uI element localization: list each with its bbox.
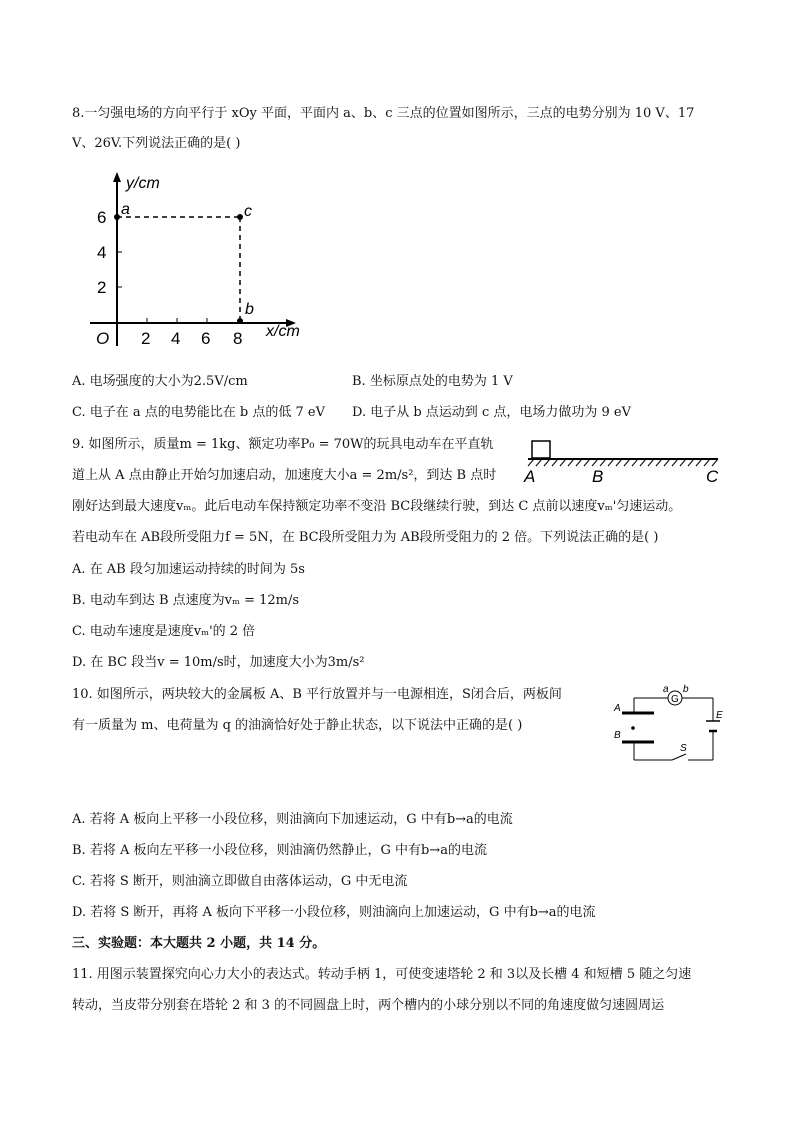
- q11-stem-line2: 转动，当皮带分别套在塔轮 2 和 3 的不同圆盘上时，两个槽内的小球分别以不同的角速度做匀速圆周运: [72, 998, 665, 1013]
- plate-label-b: B: [614, 730, 621, 741]
- q8-option-d: D. 电子从 b 点运动到 c 点，电场力做功为 9 eV: [352, 405, 631, 420]
- plate-label-a: A: [614, 703, 621, 714]
- x-axis-label: x/cm: [266, 323, 300, 340]
- q8-option-a: A. 电场强度的大小为2.5V/cm: [72, 374, 248, 389]
- q10-stem-line1: 10. 如图所示，两块较大的金属板 A、B 平行放置并与一电源相连，S闭合后，两板间: [72, 687, 562, 702]
- galvanometer-label: G: [671, 694, 679, 705]
- track-label-a: A: [524, 467, 536, 486]
- origin-label: O: [96, 329, 110, 348]
- q9-stem-line2: 道上从 A 点由静止开始匀加速启动，加速度大小a = 2m/s²，到达 B 点时: [72, 468, 497, 483]
- q8-stem-line1: 8.一匀强电场的方向平行于 xOy 平面，平面内 a、b、c 三点的位置如图所示，三点的电势分别为 10 V、17: [72, 106, 695, 121]
- q10-option-c: C. 若将 S 断开，则油滴立即做自由落体运动，G 中无电流: [72, 874, 408, 889]
- q10-option-d: D. 若将 S 断开，再将 A 板向下平移一小段位移，则油滴向上加速运动，G 中有b→a的电流: [72, 905, 596, 920]
- x-tick-2: 2: [141, 329, 151, 348]
- q8-stem-line2: V、26V.下列说法正确的是( ): [72, 136, 241, 151]
- circuit-label-b: b: [683, 684, 689, 695]
- point-a-label: a: [121, 201, 130, 218]
- circuit-label-a: a: [663, 684, 669, 695]
- q9-stem-line1: 9. 如图所示，质量m = 1kg、额定功率P₀ = 70W的玩具电动车在平直轨: [72, 437, 494, 452]
- switch-label: S: [680, 743, 687, 754]
- q8-option-c: C. 电子在 a 点的电势能比在 b 点的低 7 eV: [72, 405, 325, 420]
- q9-option-c: C. 电动车速度是速度vₘ'的 2 倍: [72, 624, 256, 639]
- q10-circuit-figure: [610, 680, 725, 765]
- x-tick-8: 8: [233, 329, 243, 348]
- battery-label: E: [716, 710, 723, 721]
- y-tick-2: 2: [97, 278, 107, 297]
- x-tick-6: 6: [201, 329, 211, 348]
- q9-option-d: D. 在 BC 段当v = 10m/s时，加速度大小为3m/s²: [72, 655, 365, 670]
- q10-option-a: A. 若将 A 板向上平移一小段位移，则油滴向下加速运动，G 中有b→a的电流: [72, 812, 513, 827]
- section-3-heading: 三、实验题：本大题共 2 小题，共 14 分。: [72, 936, 326, 951]
- q9-option-a: A. 在 AB 段匀加速运动持续的时间为 5s: [72, 562, 305, 577]
- q10-stem-line2: 有一质量为 m、电荷量为 q 的油滴恰好处于静止状态，以下说法中正确的是( ): [72, 718, 523, 733]
- track-label-b: B: [592, 467, 604, 486]
- q9-track-figure: [520, 436, 725, 488]
- track-label-c: C: [706, 467, 719, 486]
- point-c-label: c: [244, 203, 252, 220]
- q8-option-b: B. 坐标原点处的电势为 1 V: [352, 374, 513, 389]
- q8-coordinate-figure: [82, 168, 312, 358]
- y-tick-4: 4: [97, 243, 107, 262]
- q10-option-b: B. 若将 A 板向左平移一小段位移，则油滴仍然静止，G 中有b→a的电流: [72, 843, 487, 858]
- q9-stem-line3: 刚好达到最大速度vₘ。此后电动车保持额定功率不变沿 BC段继续行驶，到达 C 点前以速度vₘ'匀速运动。: [72, 499, 682, 514]
- q9-stem-line4: 若电动车在 AB段所受阻力f = 5N，在 BC段所受阻力为 AB段所受阻力的 2 倍。下列说法正确的是( ): [72, 530, 659, 545]
- y-axis-label: y/cm: [126, 175, 160, 192]
- q11-stem-line1: 11. 用图示装置探究向心力大小的表达式。转动手柄 1，可使变速塔轮 2 和 3以及长槽 4 和短槽 5 随之匀速: [72, 967, 692, 982]
- y-tick-6: 6: [97, 208, 107, 227]
- q9-option-b: B. 电动车到达 B 点速度为vₘ = 12m/s: [72, 593, 300, 608]
- x-tick-4: 4: [171, 329, 181, 348]
- point-b-label: b: [245, 301, 254, 318]
